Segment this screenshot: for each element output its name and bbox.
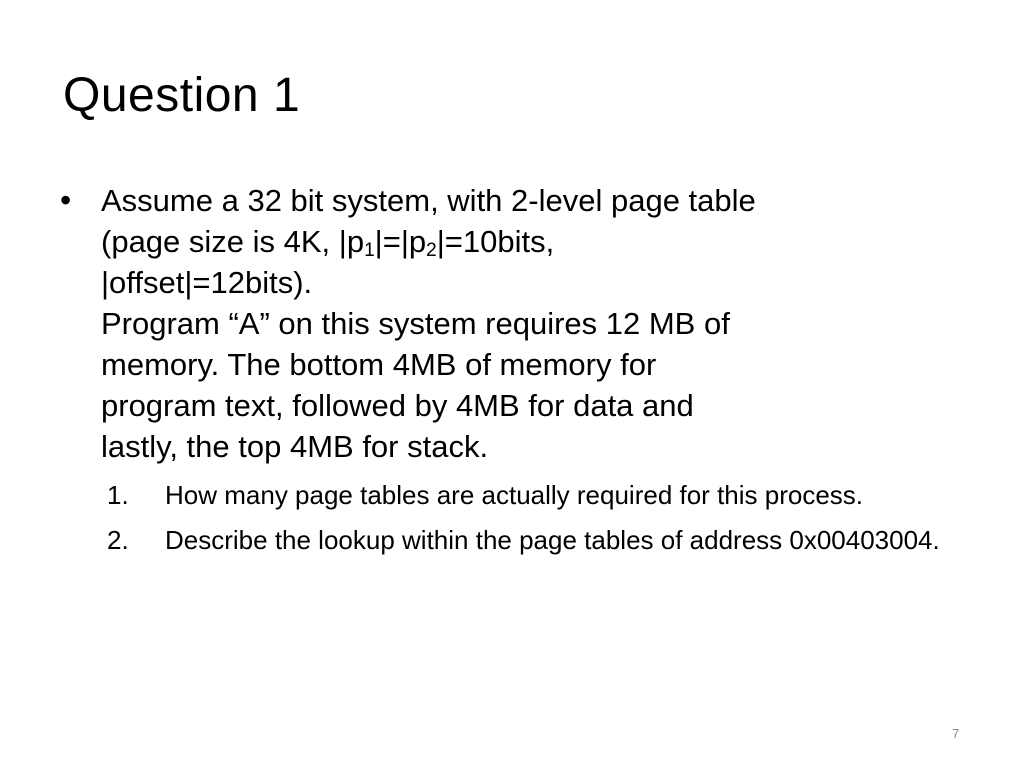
list-item-number: 2. xyxy=(107,525,129,555)
bullet-line: memory. The bottom 4MB of memory for xyxy=(101,347,657,382)
numbered-list-item xyxy=(107,524,960,557)
numbered-list xyxy=(107,479,960,557)
bullet-line: |offset|=12bits). xyxy=(101,265,313,300)
bullet-line xyxy=(101,221,960,262)
bullet-marker: • xyxy=(60,182,72,218)
bullet-line: lastly, the top 4MB for stack. xyxy=(101,429,489,464)
p1-subscript: 1 xyxy=(364,240,375,261)
bullet-item xyxy=(60,180,960,467)
bullet-line-segment: |=10bits, xyxy=(436,224,555,259)
bullet-line: program text, followed by 4MB for data and xyxy=(101,388,694,423)
bullet-text xyxy=(101,180,960,467)
bullet-line: Program “A” on this system requires 12 MB of xyxy=(101,306,730,341)
bullet-line-segment: |=|p xyxy=(374,224,427,259)
bullet-line: Assume a 32 bit system, with 2-level page table xyxy=(101,183,756,218)
slide-body xyxy=(60,180,960,569)
list-item-text: How many page tables are actually required for this process. xyxy=(165,480,864,510)
list-item-text: Describe the lookup within the page tables of address 0x00403004. xyxy=(165,525,940,555)
page-number: 7 xyxy=(952,726,960,741)
p2-subscript: 2 xyxy=(426,240,437,261)
list-item-number: 1. xyxy=(107,480,129,510)
numbered-list-item xyxy=(107,479,960,512)
slide-title: Question 1 xyxy=(63,69,301,122)
bullet-line-segment: (page size is 4K, |p xyxy=(101,224,365,259)
